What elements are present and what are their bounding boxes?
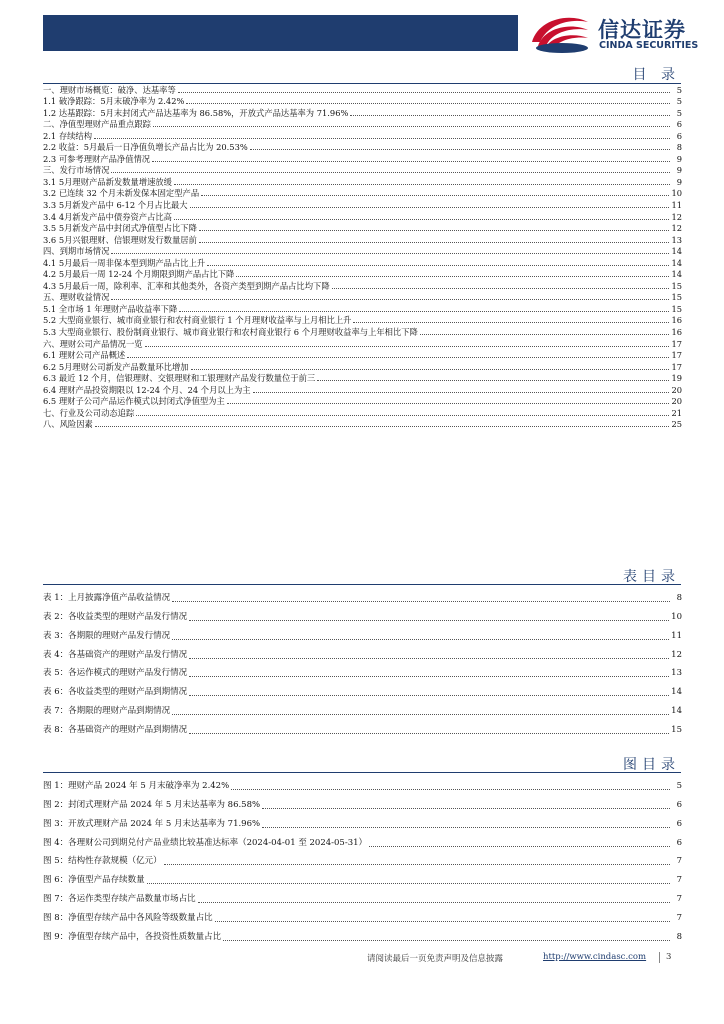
toc-entry-label: 表 8：各基础资产的理财产品到期情况 [43, 725, 188, 736]
toc-entry[interactable] [43, 793, 682, 812]
toc-entry-label: 5.1 全市场 1 年理财产品收益率下降 [43, 303, 178, 314]
toc-entry[interactable] [43, 269, 682, 281]
toc-entry-page: 6 [676, 818, 682, 829]
toc-entry-label: 6.3 最近 12 个月，信银理财、交银理财和工银理财产品发行数量位于前三 [43, 373, 316, 384]
toc-entry-page: 15 [671, 725, 682, 736]
cinda-emblem-icon [528, 12, 592, 56]
footer-page-number: 3 [666, 952, 672, 962]
toc-leader-dots [174, 219, 669, 220]
toc-entry-page: 9 [676, 153, 682, 164]
toc-entry-page: 10 [671, 188, 682, 199]
toc-entry-page: 15 [671, 292, 682, 303]
toc-entry-label: 5.2 大型商业银行、城市商业银行和农村商业银行 1 个月理财收益率与上月相比上升 [43, 315, 352, 326]
toc-entry[interactable] [43, 246, 682, 258]
toc-leader-dots [127, 357, 669, 358]
toc-leader-dots [172, 714, 669, 715]
brand-name-cn: 信达证券 [598, 18, 686, 42]
toc-leader-dots [231, 789, 670, 790]
toc-entry-label: 图 2：封闭式理财产品 2024 年 5 月末达基率为 86.58% [43, 799, 261, 810]
toc-entry-label: 3.2 已连续 32 个月未新发保本固定型产品 [43, 188, 200, 199]
toc-entry-label: 6.4 理财产品投资期限以 12-24 个月、24 个月以上为主 [43, 384, 251, 395]
toc-leader-dots [189, 658, 669, 659]
toc-entry-page: 14 [671, 706, 682, 717]
toc-leader-dots [201, 195, 669, 196]
toc-leader-dots [332, 288, 670, 289]
toc-entry-label: 三、发行市场情况 [43, 165, 110, 176]
toc-leader-dots [262, 808, 670, 809]
toc-leader-dots [189, 620, 669, 621]
toc-entry-page: 6 [676, 799, 682, 810]
toc-leader-dots [145, 346, 670, 347]
toc-entry[interactable] [43, 303, 682, 315]
toc-entry-label: 2.3 可参考理财产品净值情况 [43, 153, 151, 164]
toc-entry[interactable] [43, 396, 682, 408]
toc-entry-label: 五、理财收益情况 [43, 292, 110, 303]
toc-entry-page: 17 [671, 350, 682, 361]
toc-leader-dots [189, 733, 669, 734]
toc-entry-label: 4.1 5月最后一周非保本型到期产品占比上升 [43, 257, 206, 268]
toc-leader-dots [253, 392, 670, 393]
toc-leader-dots [153, 126, 670, 127]
toc-entry-label: 图 9：净值型存续产品中，各投资性质数量占比 [43, 932, 222, 943]
toc-leader-dots [172, 601, 670, 602]
toc-leader-dots [174, 184, 670, 185]
toc-entry-page: 20 [671, 384, 682, 395]
toc-entry-label: 4.3 5月最后一周，除利率、汇率和其他类外，各资产类型到期产品占比均下降 [43, 280, 330, 291]
toc-entry-label: 6.5 理财子公司产品运作模式以封闭式净值型为主 [43, 396, 225, 407]
footer-disclaimer: 请阅读最后一页免责声明及信息披露 [367, 954, 504, 964]
toc-entry-label: 图 4：各理财公司到期兑付产品业绩比较基准达标率（2024-04-01 至 2024-05-31） [43, 837, 368, 848]
toc-entry-label: 一、理财市场概览：破净、达基率等 [43, 84, 176, 95]
toc-leader-dots [191, 369, 670, 370]
toc-entry-page: 12 [671, 649, 682, 660]
toc-entry[interactable] [43, 326, 682, 338]
footer-url-link[interactable]: http://www.cindasc.com [543, 952, 647, 962]
toc-entry[interactable] [43, 84, 682, 96]
toc-leader-dots [152, 161, 670, 162]
toc-tables-title: 表目录 [623, 569, 680, 585]
toc-entry[interactable] [43, 384, 682, 396]
toc-leader-dots [223, 940, 670, 941]
toc-entry-page: 8 [676, 932, 682, 943]
header-bar [43, 15, 518, 51]
toc-entry-page: 15 [671, 280, 682, 291]
toc-entry-page: 11 [671, 630, 682, 641]
toc-entry-label: 表 6：各收益类型的理财产品到期情况 [43, 687, 188, 698]
toc-tables-rule [43, 584, 681, 585]
toc-entry-label: 1.1 破净跟踪：5月末破净率为 2.42% [43, 96, 185, 107]
toc-entry[interactable] [43, 338, 682, 350]
toc-leader-dots [179, 311, 669, 312]
toc-leader-dots [111, 299, 669, 300]
toc-leader-dots [317, 380, 669, 381]
toc-entry[interactable] [43, 699, 682, 718]
toc-main-list [43, 84, 682, 430]
toc-entry-page: 7 [676, 875, 682, 886]
toc-entry[interactable] [43, 350, 682, 362]
toc-leader-dots [172, 639, 669, 640]
toc-entry-page: 21 [671, 407, 682, 418]
toc-entry-label: 表 1：上月披露净值产品收益情况 [43, 592, 171, 603]
toc-entry[interactable] [43, 812, 682, 831]
toc-entry[interactable] [43, 280, 682, 292]
toc-leader-dots [250, 149, 670, 150]
toc-entry-label: 图 6：净值型产品存续数量 [43, 875, 145, 886]
toc-entry-page: 9 [676, 165, 682, 176]
toc-leader-dots [262, 827, 670, 828]
page-footer [0, 947, 724, 967]
toc-entry-page: 17 [671, 361, 682, 372]
toc-entry[interactable] [43, 605, 682, 624]
toc-entry[interactable] [43, 718, 682, 737]
toc-leader-dots [189, 695, 669, 696]
toc-leader-dots [164, 864, 670, 865]
toc-entry-label: 图 5：结构性存款规模（亿元） [43, 856, 162, 867]
toc-entry-page: 20 [671, 396, 682, 407]
toc-entry-label: 表 7：各期限的理财产品到期情况 [43, 706, 171, 717]
toc-tables-list [43, 586, 682, 737]
toc-entry-label: 1.2 达基跟踪：5月末封闭式产品达基率为 86.58%，开放式产品达基率为 71.96% [43, 107, 349, 118]
toc-leader-dots [94, 138, 670, 139]
toc-leader-dots [147, 883, 670, 884]
toc-entry[interactable] [43, 662, 682, 681]
toc-entry-page: 8 [676, 592, 682, 603]
toc-entry-page: 7 [676, 894, 682, 905]
toc-entry[interactable] [43, 831, 682, 850]
toc-entry-label: 表 4：各基础资产的理财产品发行情况 [43, 649, 188, 660]
toc-leader-dots [350, 115, 670, 116]
toc-leader-dots [190, 207, 670, 208]
toc-entry-page: 12 [671, 223, 682, 234]
toc-leader-dots [111, 172, 670, 173]
toc-entry-label: 表 5：各运作模式的理财产品发行情况 [43, 668, 188, 679]
toc-entry[interactable] [43, 223, 682, 235]
toc-entry-page: 19 [671, 373, 682, 384]
toc-entry-label: 图 8：净值型存续产品中各风险等级数量占比 [43, 913, 213, 924]
toc-leader-dots [136, 415, 669, 416]
toc-entry-label: 八、风险因素 [43, 419, 93, 430]
toc-entry-label: 表 2：各收益类型的理财产品发行情况 [43, 611, 188, 622]
toc-entry-page: 16 [671, 315, 682, 326]
toc-entry[interactable] [43, 107, 682, 119]
toc-entry-label: 5.3 大型商业银行、股份制商业银行、城市商业银行和农村商业银行 6 个月理财收益率与上年相比下降 [43, 327, 418, 338]
toc-entry-label: 6.2 5月理财公司新发产品数量环比增加 [43, 361, 189, 372]
toc-entry-page: 6 [676, 130, 682, 141]
toc-entry[interactable] [43, 211, 682, 223]
toc-entry-page: 5 [676, 96, 682, 107]
toc-entry-page: 7 [676, 913, 682, 924]
toc-entry-label: 3.3 5月新发产品中 6-12 个月占比最大 [43, 200, 188, 211]
toc-entry-label: 表 3：各期限的理财产品发行情况 [43, 630, 171, 641]
toc-entry-label: 图 7：各运作类型存续产品数量市场占比 [43, 894, 196, 905]
toc-entry-page: 16 [671, 327, 682, 338]
toc-entry[interactable] [43, 850, 682, 869]
toc-entry[interactable] [43, 407, 682, 419]
toc-entry-page: 6 [676, 837, 682, 848]
toc-entry[interactable] [43, 165, 682, 177]
toc-entry[interactable] [43, 868, 682, 887]
toc-entry-page: 9 [676, 176, 682, 187]
toc-entry-page: 7 [676, 856, 682, 867]
toc-entry[interactable] [43, 643, 682, 662]
toc-figures-title: 图目录 [623, 757, 680, 773]
toc-main-title: 目 录 [632, 67, 680, 83]
toc-leader-dots [198, 902, 670, 903]
toc-leader-dots [420, 334, 670, 335]
toc-entry[interactable] [43, 774, 682, 793]
toc-entry[interactable] [43, 906, 682, 925]
toc-leader-dots [215, 921, 670, 922]
toc-entry[interactable] [43, 199, 682, 211]
toc-entry-page: 12 [671, 211, 682, 222]
brand-name-en: CINDA SECURITIES [599, 40, 699, 51]
toc-entry-label: 3.5 5月新发产品中封闭式净值型占比下降 [43, 223, 197, 234]
toc-entry-label: 6.1 理财公司产品概述 [43, 350, 126, 361]
toc-entry-page: 13 [671, 668, 682, 679]
toc-figures-rule [43, 772, 681, 773]
toc-entry[interactable] [43, 234, 682, 246]
toc-figures-list [43, 774, 682, 944]
toc-entry-page: 5 [676, 780, 682, 791]
toc-entry[interactable] [43, 361, 682, 373]
toc-entry[interactable] [43, 188, 682, 200]
toc-leader-dots [236, 276, 669, 277]
toc-entry[interactable] [43, 925, 682, 944]
toc-leader-dots [353, 322, 669, 323]
toc-entry-label: 3.1 5月理财产品新发数量增速放缓 [43, 176, 172, 187]
toc-entry[interactable] [43, 176, 682, 188]
toc-entry-label: 图 1：理财产品 2024 年 5 月末破净率为 2.42% [43, 780, 230, 791]
toc-entry-page: 14 [671, 257, 682, 268]
toc-entry-page: 6 [676, 119, 682, 130]
toc-entry-page: 14 [671, 269, 682, 280]
toc-entry-label: 七、行业及公司动态追踪 [43, 407, 135, 418]
toc-entry-label: 四、到期市场情况 [43, 246, 110, 257]
toc-leader-dots [178, 92, 670, 93]
toc-entry-page: 25 [671, 419, 682, 430]
toc-entry-label: 2.1 存续结构 [43, 130, 93, 141]
toc-entry-page: 5 [676, 84, 682, 95]
toc-leader-dots [186, 103, 670, 104]
toc-entry[interactable] [43, 96, 682, 108]
toc-entry-page: 14 [671, 687, 682, 698]
toc-entry-page: 13 [671, 234, 682, 245]
toc-leader-dots [95, 426, 670, 427]
toc-entry[interactable] [43, 130, 682, 142]
toc-entry[interactable] [43, 292, 682, 304]
toc-entry-page: 8 [676, 142, 682, 153]
toc-leader-dots [199, 230, 670, 231]
toc-entry[interactable] [43, 119, 682, 131]
toc-entry-page: 15 [671, 303, 682, 314]
toc-entry[interactable] [43, 586, 682, 605]
toc-leader-dots [189, 676, 669, 677]
toc-entry[interactable] [43, 373, 682, 385]
toc-entry[interactable] [43, 153, 682, 165]
toc-entry-label: 4.2 5月最后一周 12-24 个月期限到期产品占比下降 [43, 269, 235, 280]
toc-entry-page: 10 [671, 611, 682, 622]
toc-entry-label: 2.2 收益：5月最后一日净值负增长产品占比为 20.53% [43, 142, 248, 153]
toc-entry-page: 11 [671, 200, 682, 211]
cinda-logo [528, 12, 708, 56]
toc-entry-label: 图 3：开放式理财产品 2024 年 5 月末达基率为 71.96% [43, 818, 261, 829]
footer-separator [659, 952, 660, 963]
toc-entry-label: 3.6 5月兴银理财、信银理财发行数量居前 [43, 234, 197, 245]
toc-entry[interactable] [43, 887, 682, 906]
toc-entry[interactable] [43, 142, 682, 154]
toc-leader-dots [227, 403, 670, 404]
toc-entry[interactable] [43, 257, 682, 269]
toc-entry-label: 3.4 4月新发产品中债券资产占比高 [43, 211, 172, 222]
toc-entry-page: 14 [671, 246, 682, 257]
toc-entry[interactable] [43, 315, 682, 327]
toc-leader-dots [207, 265, 669, 266]
toc-entry[interactable] [43, 419, 682, 431]
toc-leader-dots [369, 846, 670, 847]
toc-entry-label: 二、净值型理财产品重点跟踪 [43, 119, 151, 130]
toc-entry-page: 17 [671, 338, 682, 349]
toc-leader-dots [199, 242, 670, 243]
toc-entry-page: 5 [676, 107, 682, 118]
toc-entry[interactable] [43, 624, 682, 643]
toc-entry-label: 六、理财公司产品情况一览 [43, 338, 143, 349]
toc-entry[interactable] [43, 680, 682, 699]
toc-leader-dots [111, 253, 669, 254]
